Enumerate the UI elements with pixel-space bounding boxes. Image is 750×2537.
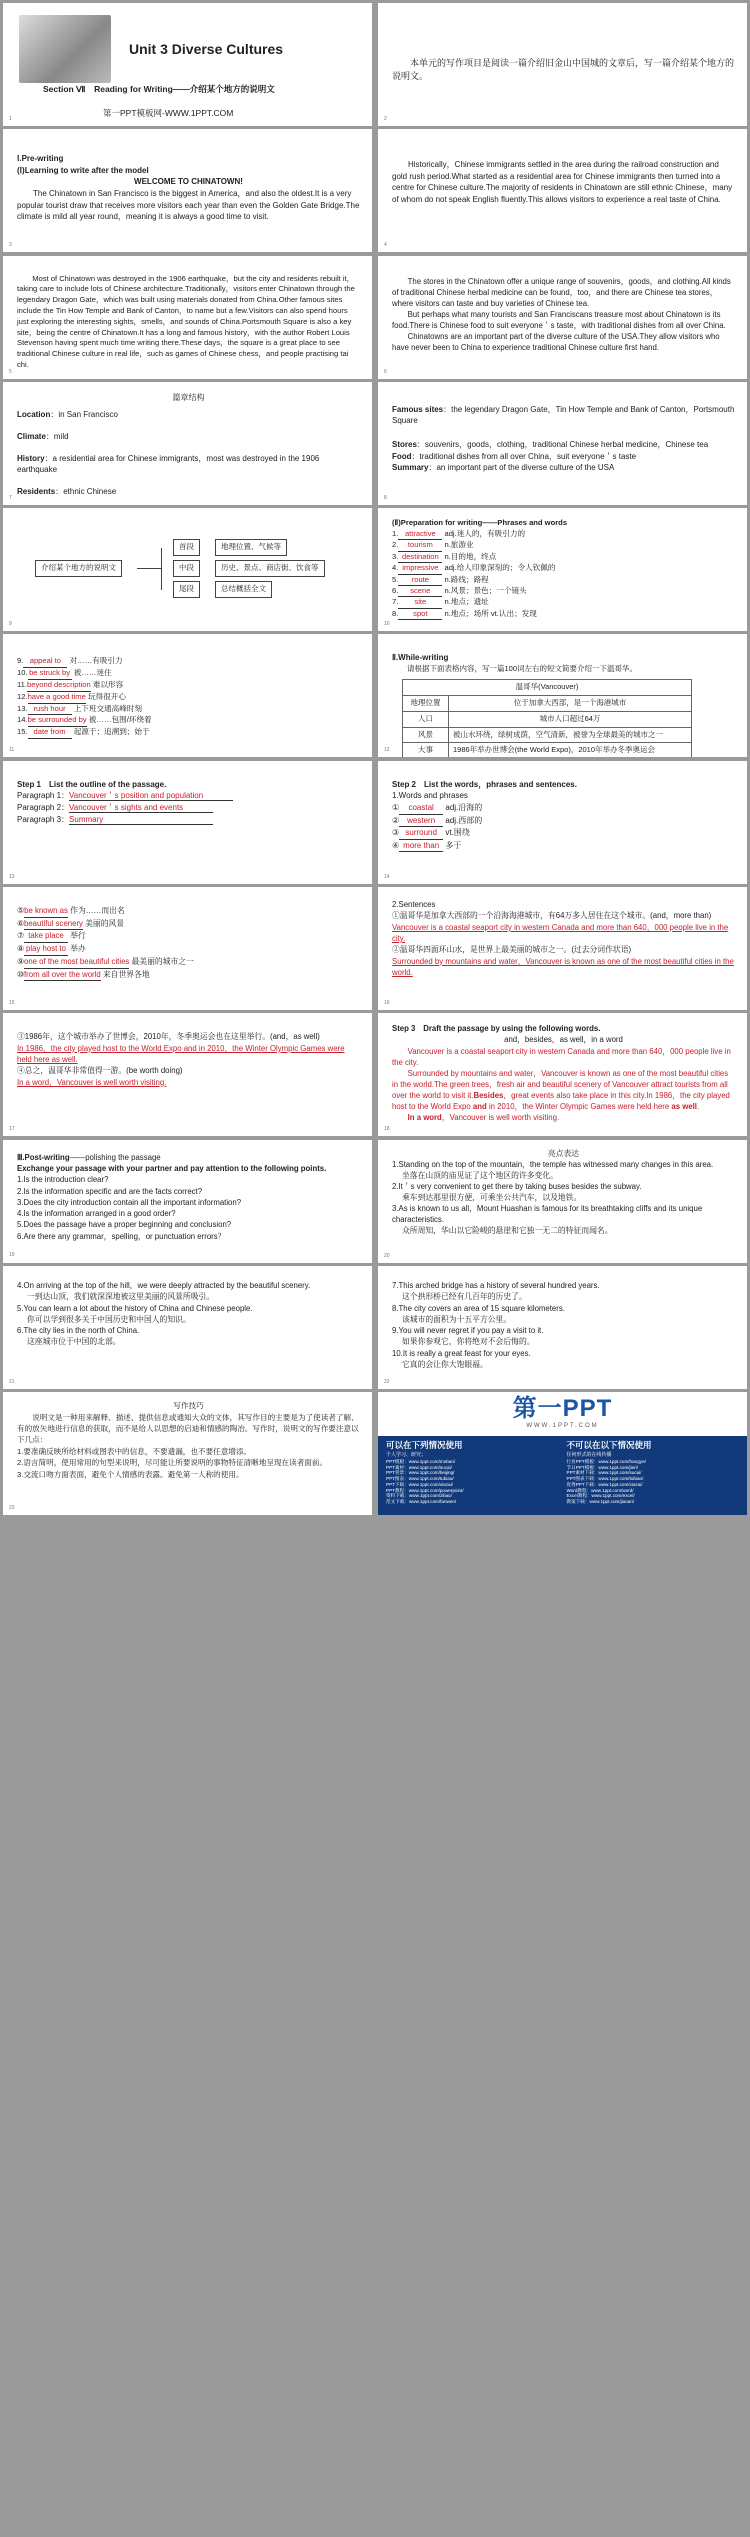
- vocab-item: 12.have a good time 玩得很开心: [17, 692, 360, 704]
- table-cell: 位于加拿大西部，是一个海港城市: [449, 695, 692, 711]
- sentence-prompt: ④总之，温哥华非常值得一游。(be worth doing): [17, 1066, 183, 1076]
- task-instruction: 请根据下面表格内容，写一篇100词左右的短文简要介绍一下温哥华。: [407, 664, 638, 674]
- slide-15[interactable]: ⑤be known as 作为……而出名 ⑥beautiful scenery 美丽的风景 ⑦ take place 举行 ⑧ play host to 举办 ⑨one of the most beautiful cities 最美丽的城市之一 ⑩from all over the world 来自世界各地 15: [3, 887, 372, 1010]
- link-list: [386, 1459, 559, 1505]
- vocab-item: ③ surround vt.围绕: [392, 827, 735, 840]
- passage-paragraph: Most of Chinatown was destroyed in the 1906 earthquake，but the city and residents rebuilt it，taking care to include lots of Chinese architecture.Traditionally，visitors enter Chinatown through the legendary Dragon Gate，which was built using materials donated from China.Other famous sites include the Tin How Temple and Bank of Canton，to name but a few.Visitors can also spend hours just exploring the interesting sights，smells，and sounds of China.Portsmouth Square is also a key site，being the centre of Chinatown.It has a long and famous history，with the author Robert Louis Stevenson having spent much time writing there.These days，the square is a great place to see traditional Chinese culture in real life，such as games of Chinese chess，and people practising tai chi.: [17, 273, 355, 369]
- passage-paragraph: The stores in the Chinatown offer a unique range of souvenirs，goods，and clothing.All kinds of traditional Chinese herbal medicine can be found，too，and there are Chinese tea stores，where visitors can taste and buy varieties of Chinese tea.: [392, 276, 731, 308]
- outline-row: Paragraph 3：Summary: [17, 814, 360, 826]
- word-list: [392, 802, 735, 852]
- slide-21[interactable]: 4.On arriving at the top of the hill，we were deeply attracted by the beautiful scenery. 一到达山顶，我们就深深地被这里美丽的风景所吸引。 5.You can learn a lot about the history of China and Chinese people. 你可以学到很多关于中国历史和中国人的知识。 6.The city lies in the north of China. 这座城市位于中国的北部。 21: [3, 1266, 372, 1389]
- connector: [161, 548, 162, 590]
- link-item: PPT下载：www.1ppt.com/xiazai/: [386, 1481, 453, 1487]
- slide-16[interactable]: 2.Sentences ①温哥华是加拿大西部的一个沿海海港城市，有64万多人居住在这个城市。(and，more than) Vancouver is a coastal seaport city in western Canada and more than 640，000 people live in the city. ②温哥华四面环山水，是世界上最美丽的城市之一。(过去分词作状语) Surrounded by mountains and water，Vancouver is known as one of the most beautiful cities in the world. 16: [378, 887, 747, 1010]
- draft-paragraph: Vancouver is a coastal seaport city in western Canada and more than 640，000 people live in the city.: [392, 1046, 731, 1067]
- link-item: PPT素材下载：www.1ppt.com/sucai/: [566, 1470, 642, 1476]
- content-middle: 历史、景点、商店街、饮食等: [215, 560, 325, 577]
- forbidden-sub: 任何形式的在线传播: [566, 1451, 612, 1458]
- phrase-list: [17, 656, 360, 738]
- slide-11[interactable]: 9. appeal to 对……有吸引力 10. be struck by 被……迷住 11.beyond description 难以形容 12.have a good time 玩得很开心 13. rush hour 上下班交通高峰时刻 14.be surrounded by 被……包围/环绕着 15. date from 起源于；追溯到；始于 11: [3, 634, 372, 757]
- slide-8[interactable]: Famous sites：the legendary Dragon Gate，Tin How Temple and Bank of Canton，Portsmouth Square Stores：souvenirs，goods，clothing，traditional Chinese herbal medicine，Chinese tea Food：traditional dishes from all over China，suit everyone＇s taste Summary：an important part of the diverse culture of the USA 8: [378, 382, 747, 505]
- branch-middle: 中段: [173, 560, 200, 577]
- vocab-item: ④ more than 多于: [392, 840, 735, 853]
- passage-title: WELCOME TO CHINATOWN!: [134, 177, 243, 187]
- brand-text: 第一PPT模板网-WWW.1PPT.COM: [103, 108, 234, 118]
- vocab-item: 13. rush hour 上下班交通高峰时刻: [17, 704, 360, 716]
- draft-paragraph: Surrounded by mountains and water，Vancouver is known as one of the most beautiful cities in the world.The green trees，fresh air and beautiful scenery of Vancouver attract tourists from all over the world to visit it.Besides，great events also take place in this city.In 1986，the city played host to the World Expo and in 2010，the Winter Olympic Games were held here as well.: [392, 1068, 730, 1111]
- draft-paragraph: In a word，Vancouver is well worth visiting.: [407, 1112, 560, 1122]
- cover-image: [19, 15, 111, 83]
- highlight-chinese: 它真的会让你大饱眼福。: [402, 1360, 488, 1370]
- stores-line: Stores：souvenirs，goods，clothing，traditional Chinese herbal medicine，Chinese tea: [392, 440, 709, 450]
- sentences-heading: 2.Sentences: [392, 900, 436, 910]
- highlight-english: 3.As is known to us all，Mount Huashan is famous for its breathtaking cliffs and its unique characteristics.: [392, 1203, 703, 1225]
- outline-row: Paragraph 1：Vancouver＇s position and population: [17, 790, 360, 802]
- branch-first: 首段: [173, 539, 200, 556]
- checklist: [17, 1174, 360, 1242]
- link-item: PPT图表下载：www.1ppt.com/tubiao/: [566, 1476, 644, 1482]
- summary-line: Summary：an important part of the diverse culture of the USA: [392, 463, 615, 473]
- link-item: PPT教程：www.1ppt.com/powerpoint/: [386, 1487, 464, 1493]
- table-cell: 1986年举办世博会(the World Expo)，2010年举办冬季奥运会: [449, 743, 692, 758]
- unit-title: Unit 3 Diverse Cultures: [129, 41, 284, 57]
- sentence-prompt: ①温哥华是加拿大西部的一个沿海海港城市，有64万多人居住在这个城市。(and，more than): [392, 911, 712, 921]
- highlight-list: [392, 1159, 735, 1236]
- slide-14[interactable]: Step 2 List the words，phrases and sentences. 1.Words and phrases ① coastal adj.沿海的 ② western adj.西部的 ③ surround vt.围绕 ④ more than 多于 14: [378, 761, 747, 884]
- forbidden-heading: 不可以在以下情况使用: [566, 1440, 652, 1451]
- checklist-item: 4.Is the information arranged in a good order?: [17, 1209, 176, 1219]
- climate-line: Climate：mild: [17, 432, 69, 442]
- brand-logo: 第一PPT: [512, 1395, 613, 1423]
- location-line: Location：in San Francisco: [17, 410, 118, 420]
- link-item: 优秀PPT下载：www.1ppt.com/xiazai/: [566, 1481, 643, 1487]
- residents-line: Residents：ethnic Chinese: [17, 486, 117, 496]
- highlight-list: [392, 1280, 735, 1370]
- vocab-item: 15. date from 起源于；追溯到；始于: [17, 727, 360, 739]
- vocab-item: 8. spot n.地点；场所 vt.认出；发现: [392, 609, 735, 620]
- vocab-item: 10. be struck by 被……迷住: [17, 668, 360, 680]
- highlight-chinese: 坐落在山顶的庙见证了这个地区的许多变化。: [402, 1170, 558, 1180]
- slide-9[interactable]: 介绍某个地方的说明文 首段 中段 尾段 地理位置、气候等 历史、景点、商店街、饮食等 总结概括全文 9: [3, 508, 372, 631]
- highlight-english: 6.The city lies in the north of China.: [17, 1326, 140, 1336]
- content-last: 总结概括全文: [215, 581, 272, 598]
- link-item: PPT素材：www.1ppt.com/sucai/: [386, 1464, 452, 1470]
- highlight-english: 4.On arriving at the top of the hill，we were deeply attracted by the beautiful scenery.: [17, 1280, 311, 1290]
- checklist-intro: Exchange your passage with your partner and pay attention to the following points.: [17, 1163, 327, 1173]
- vocab-item: 9. appeal to 对……有吸引力: [17, 656, 360, 668]
- highlight-chinese: 如果你参观它，你将绝对不会后悔的。: [402, 1337, 535, 1347]
- skill-tip: 3.交流口吻方面表面，避免个人情感的表露。避免第一人称的使用。: [17, 1469, 244, 1479]
- structure-root: 介绍某个地方的说明文: [35, 560, 122, 577]
- highlight-english: 10.It is really a great feast for your eyes.: [392, 1348, 531, 1358]
- step2-heading: Step 2 List the words，phrases and sentences.: [392, 779, 577, 789]
- highlight-chinese: 你可以学到很多关于中国历史和中国人的知识。: [27, 1314, 191, 1324]
- vocab-item: 14.be surrounded by 被……包围/环绕着: [17, 715, 360, 727]
- link-item: PPT模板：www.1ppt.com/moban/: [386, 1458, 456, 1464]
- highlight-english: 7.This arched bridge has a history of several hundred years.: [392, 1280, 600, 1290]
- vocab-item: 1. attractive adj.迷人的，有吸引力的: [392, 529, 735, 540]
- skills-title: 写作技巧: [173, 1401, 204, 1411]
- highlight-english: 9.You will never regret if you pay a visit to it.: [392, 1326, 544, 1336]
- sentence-prompt: ③1986年，这个城市举办了世博会，2010年，冬季奥运会也在这里举行。(and，as well): [17, 1032, 320, 1042]
- info-band: [378, 1436, 747, 1515]
- vocab-item: 4. impressive adj.给人印象深刻的；令人钦佩的: [392, 563, 735, 574]
- table-cell: 大事: [403, 743, 449, 758]
- step3-heading: Step 3 Draft the passage by using the following words.: [392, 1024, 601, 1034]
- vocab-item: ⑤be known as 作为……而出名: [17, 905, 360, 918]
- link-item: Word教程：www.1ppt.com/word/: [566, 1487, 634, 1493]
- sentence-answer: In a word，Vancouver is well worth visiting.: [17, 1077, 167, 1087]
- vocab-item: ⑥beautiful scenery 美丽的风景: [17, 918, 360, 931]
- vocab-item: 5. route n.路线；路程: [392, 575, 735, 586]
- slide-3[interactable]: Ⅰ.Pre-writing (Ⅰ)Learning to write after the model WELCOME TO CHINATOWN! The Chinatown in San Francisco is the biggest in America，and also the oldest.It is a very popular tourist draw that receives more visitors each year than even the Golden Gate Bridge.The climate is mild all year round，meaning it is always a good time to visit. 3: [3, 129, 372, 252]
- skill-tip: 1.要准确反映所给材料或图表中的信息，不要遗漏，也不要任意增添。: [17, 1446, 252, 1456]
- brand-site: WWW.1PPT.COM: [526, 1423, 599, 1430]
- structure-title: 篇章结构: [172, 392, 205, 402]
- skill-tip: 2.语言简明，使用常用的句型来说明，尽可能让所要说明的事物特征清晰地呈现在读者面前。: [17, 1458, 328, 1468]
- link-item: Excel教程：www.1ppt.com/excel/: [566, 1493, 635, 1499]
- intro-text: 本单元的写作项目是阅读一篇介绍旧金山中国城的文章后，写一篇介绍某个地方的说明文。: [392, 58, 735, 82]
- vocab-item: 11.beyond description 难以形容: [17, 680, 360, 692]
- highlight-english: 8.The city covers an area of 15 square kilometers.: [392, 1303, 565, 1313]
- history-line: History：a residential area for Chinese immigrants，most was destroyed in the 1906 earthquake: [17, 453, 320, 475]
- table-cell: 人口: [403, 711, 449, 727]
- phrase-list: [17, 905, 360, 981]
- logo-band: [378, 1392, 747, 1436]
- slide-12[interactable]: Ⅱ.While-writing 请根据下面表格内容，写一篇100词左右的短文简要介绍一下温哥华。 温哥华(Vancouver) 地理位置 位于加拿大西部，是一个海港城市 人口 城市人口超过64万 风景 被山水环绕，绿树成荫，空气清新，被誉为全球最美的城市之一 大事 1986年举办世博会(the World Expo)，2010年举办冬季奥运会 12: [378, 634, 747, 757]
- link-item: 资料下载：www.1ppt.com/ziliao/: [386, 1493, 452, 1499]
- checklist-item: 3.Does the city introduction contain all the important information?: [17, 1197, 242, 1207]
- slide-20[interactable]: 亮点表达 1.Standing on the top of the mountain，the temple has witnessed many changes in this area. 坐落在山顶的庙见证了这个地区的许多变化。 2.It＇s very convenient to get there by taking buses besides the subway. 乘车到达那里很方便，可乘坐公共汽车，以及地铁。 3.As is known to us all，Mount Huashan is famous for its breathtaking cliffs and its unique characteristics. 众所周知，华山以它险峻的悬崖和它独一无二的特征而闻名。 20: [378, 1140, 747, 1263]
- checklist-item: 6.Are there any grammar，spelling，or punctuation errors？: [17, 1231, 226, 1241]
- highlight-chinese: 这座城市位于中国的北部。: [27, 1337, 121, 1347]
- slide-6[interactable]: The stores in the Chinatown offer a unique range of souvenirs，goods，and clothing.All kinds of traditional Chinese herbal medicine can be found，too，and there are Chinese tea stores，where visitors can taste and buy varieties of Chinese tea. But perhaps what many tourists and San Franciscans treasure most about Chinatown is its food.There is Chinese food to suit everyone＇s taste，with traditional dishes from all over China. Chinatowns are an important part of the diverse culture of the USA.They allow visitors who have never been to China to experience traditional Chinese culture first hand. 6: [378, 256, 747, 379]
- sentence-answer: Vancouver is a coastal seaport city in western Canada and more than 640，000 people live in the city.: [392, 922, 729, 943]
- slide-2[interactable]: 本单元的写作项目是阅读一篇介绍旧金山中国城的文章后，写一篇介绍某个地方的说明文。 2: [378, 3, 747, 126]
- branch-last: 尾段: [173, 581, 200, 598]
- slide-1[interactable]: Unit 3 Diverse Cultures Section Ⅶ Reading for Writing——介绍某个地方的说明文 第一PPT模板网-WWW.1PPT.COM 1: [3, 3, 372, 126]
- connector: [137, 568, 161, 569]
- highlight-english: 5.You can learn a lot about the history of China and Chinese people.: [17, 1303, 253, 1313]
- highlight-chinese: 众所周知，华山以它险峻的悬崖和它独一无二的特征而闻名。: [402, 1226, 613, 1236]
- highlight-english: 2.It＇s very convenient to get there by taking buses besides the subway.: [392, 1181, 642, 1191]
- link-item: 教案下载：www.1ppt.com/jiaoan/: [566, 1498, 635, 1504]
- sentence-prompt: ②温哥华四面环山水，是世界上最美丽的城市之一。(过去分词作状语): [392, 945, 632, 955]
- vocab-item: 6. scene n.风景；景色；一个镜头: [392, 586, 735, 597]
- highlight-list: [17, 1280, 360, 1348]
- checklist-item: 2.Is the information specific and are the facts correct?: [17, 1186, 203, 1196]
- link-item: 范文下载：www.1ppt.com/fanwen/: [386, 1498, 457, 1504]
- post-writing-heading: Ⅲ.Post-writing——polishing the passage: [17, 1152, 161, 1162]
- slide-grid: [3, 3, 747, 1515]
- slide-4[interactable]: Historically，Chinese immigrants settled in the area during the railroad construction and gold rush period.What started as a residential area for Chinese immigrants then turned into a centre for Chinese culture.The majority of residents in Chinatown are still ethnic Chinese，many of whom do not speak English fluently.This allows visitors to experience a real taste of China. 4: [378, 129, 747, 252]
- slide-17[interactable]: ③1986年，这个城市举办了世博会，2010年，冬季奥运会也在这里举行。(and，as well) In 1986，the city played host to the World Expo and in 2010，the Winter Olympic Games were held here as well. ④总之，温哥华非常值得一游。(be worth doing) In a word，Vancouver is well worth visiting. 17: [3, 1013, 372, 1136]
- link-item: 行业PPT模板：www.1ppt.com/hangye/: [566, 1458, 646, 1464]
- section-title: Section Ⅶ Reading for Writing——介绍某个地方的说明文: [43, 84, 275, 94]
- words-subheading: 1.Words and phrases: [392, 791, 468, 801]
- sentence-answer: In 1986，the city played host to the World Expo and in 2010，the Winter Olympic Games were held here as well.: [17, 1043, 345, 1064]
- table-header: 温哥华(Vancouver): [403, 679, 692, 695]
- highlight-chinese: 这个拱形桥已经有几百年的历史了。: [402, 1292, 527, 1302]
- table-cell: 风景: [403, 727, 449, 743]
- word-list: [392, 529, 735, 621]
- passage-paragraph: But perhaps what many tourists and San Franciscans treasure most about Chinatown is its food.There is Chinese food to suit everyone＇s taste，with traditional dishes from all over China.: [392, 309, 726, 330]
- table-cell: 地理位置: [403, 695, 449, 711]
- highlight-chinese: 乘车到达那里很方便，可乘坐公共汽车，以及地铁。: [402, 1192, 582, 1202]
- vocab-item: 3. destination n.目的地，终点: [392, 552, 735, 563]
- link-item: 节日PPT模板：www.1ppt.com/jieri/: [566, 1464, 638, 1470]
- highlight-english: 1.Standing on the top of the mountain，the temple has witnessed many changes in this area.: [392, 1159, 714, 1169]
- table-cell: 城市人口超过64万: [449, 711, 692, 727]
- vocab-item: ⑦ take place 举行: [17, 930, 360, 943]
- info-table: [402, 679, 692, 758]
- content-first: 地理位置、气候等: [215, 539, 287, 556]
- highlight-chinese: 该城市的面积为十五平方公里。: [402, 1314, 512, 1324]
- link-item: PPT图表：www.1ppt.com/tubiao/: [386, 1476, 454, 1482]
- linking-words: and，besides，as well，in a word: [504, 1035, 623, 1045]
- outline-row: Paragraph 2：Vancouver＇s sights and events: [17, 802, 360, 814]
- table-cell: 被山水环绕，绿树成荫，空气清新，被誉为全球最美的城市之一: [449, 727, 692, 743]
- passage-paragraph: The Chinatown in San Francisco is the biggest in America，and also the oldest.It is a very popular tourist draw that receives more visitors each year than even the Golden Gate Bridge.The climate is mild all year round，meaning it is always a good time to visit.: [17, 189, 360, 222]
- model-heading: (Ⅰ)Learning to write after the model: [17, 165, 149, 175]
- pre-writing-heading: Ⅰ.Pre-writing: [17, 154, 64, 164]
- slide-24[interactable]: [378, 1392, 747, 1515]
- checklist-item: 1.Is the introduction clear?: [17, 1175, 109, 1185]
- skills-intro: 说明文是一种用来解释、描述、提供信息或通知大众的文体，其写作目的主要是为了使读者了解、有的放矢地进行信息的获取，而不是给人以思想的启迪和情感的陶冶。写作时，说明文的写作要注意以下几点：: [17, 1412, 359, 1445]
- link-item: PPT背景：www.1ppt.com/beijing/: [386, 1470, 455, 1476]
- vocab-item: 2. tourism n.旅游业: [392, 540, 735, 551]
- slide-19[interactable]: Ⅲ.Post-writing——polishing the passage Exchange your passage with your partner and pay attention to the following points. 1.Is the introduction clear? 2.Is the information specific and are the facts correct? 3.Does the city introduction contain all the important information? 4.Is the information arranged in a good order? 5.Does the passage have a proper beginning and conclusion? 6.Are there any grammar，spelling，or punctuation errors？ 19: [3, 1140, 372, 1263]
- vocab-item: ⑨one of the most beautiful cities 最美丽的城市之一: [17, 956, 360, 969]
- while-writing-heading: Ⅱ.While-writing: [392, 653, 449, 663]
- checklist-item: 5.Does the passage have a proper beginning and conclusion?: [17, 1220, 232, 1230]
- vocab-item: ⑧ play host to 举办: [17, 943, 360, 956]
- slide-22[interactable]: 7.This arched bridge has a history of several hundred years. 这个拱形桥已经有几百年的历史了。 8.The city covers an area of 15 square kilometers. 该城市的面积为十五平方公里。 9.You will never regret if you pay a visit to it. 如果你参观它，你将绝对不会后悔的。 10.It is really a great feast for your eyes. 它真的会让你大饱眼福。 22: [378, 1266, 747, 1389]
- link-list: [567, 1459, 740, 1505]
- slide-5[interactable]: Most of Chinatown was destroyed in the 1906 earthquake，but the city and residents rebuilt it，taking care to include lots of Chinese architecture.Traditionally，visitors enter Chinatown through the legendary Dragon Gate，which was built using materials donated from China.Other famous sites include the Tin How Temple and Bank of Canton，to name but a few.Visitors can also spend hours just exploring the interesting sights，smells，and sounds of China.Portsmouth Square is also a key site，being the centre of Chinatown.It has a long and famous history，with the author Robert Louis Stevenson having spent much time writing there.These days，the square is a great place to see traditional Chinese culture in real life，such as games of Chinese chess，and people practising tai chi. 5: [3, 256, 372, 379]
- step1-heading: Step 1 List the outline of the passage.: [17, 779, 167, 789]
- vocab-item: ① coastal adj.沿海的: [392, 802, 735, 815]
- sentence-answer: Surrounded by mountains and water，Vancouver is known as one of the most beautiful cities in the world.: [392, 956, 734, 977]
- slide-10[interactable]: (Ⅱ)Preparation for writing——Phrases and words 1. attractive adj.迷人的，有吸引力的 2. tourism n.旅游业 3. destination n.目的地，终点 4. impressive adj.给人印象深刻的；令人钦佩的 5. route n.路线；路程 6. scene n.风景；景色；一个镜头 7. site n.地点；遗址 8. spot n.地点；场所 vt.认出；发现 10: [378, 508, 747, 631]
- vocab-item: ② western adj.西部的: [392, 815, 735, 828]
- slide-23[interactable]: 写作技巧 说明文是一种用来解释、描述、提供信息或通知大众的文体，其写作目的主要是为了使读者了解、有的放矢地进行信息的获取，而不是给人以思想的启迪和情感的陶冶。写作时，说明文的写作要注意以下几点： 1.要准确反映所给材料或图表中的信息，不要遗漏，也不要任意增添。 2.语言简明，使用常用的句型来说明，尽可能让所要说明的事物特征清晰地呈现在读者面前。 3.交流口吻方面表面，避免个人情感的表露。避免第一人称的使用。 23: [3, 1392, 372, 1515]
- slide-18[interactable]: Step 3 Draft the passage by using the following words. and，besides，as well，in a word Vancouver is a coastal seaport city in western Canada and more than 640，000 people live in the city. Surrounded by mountains and water，Vancouver is known as one of the most beautiful cities in the world.The green trees，fresh air and beautiful scenery of Vancouver attract tourists from all over the world to visit it.Besides，great events also take place in this city.In 1986，the city played host to the World Expo and in 2010，the Winter Olympic Games were held here as well. In a word，Vancouver is well worth visiting. 18: [378, 1013, 747, 1136]
- highlight-title: 亮点表达: [547, 1148, 580, 1158]
- highlight-chinese: 一到达山顶，我们就深深地被这里美丽的风景所吸引。: [27, 1292, 215, 1302]
- slide-13[interactable]: Step 1 List the outline of the passage. Paragraph 1：Vancouver＇s position and population Paragraph 2：Vancouver＇s sights and events Paragraph 3：Summary 13: [3, 761, 372, 884]
- sites-line: Famous sites：the legendary Dragon Gate，Tin How Temple and Bank of Canton，Portsmouth Square: [392, 404, 735, 426]
- allowed-sub: 个人学习、研究；: [386, 1451, 427, 1458]
- slide-7[interactable]: 篇章结构 Location：in San Francisco Climate：mild History：a residential area for Chinese immigrants，most was destroyed in the 1906 earthquake Residents：ethnic Chinese 7: [3, 382, 372, 505]
- vocab-item: ⑩from all over the world 来自世界各地: [17, 969, 360, 982]
- preparation-heading: (Ⅱ)Preparation for writing——Phrases and words: [392, 518, 568, 528]
- passage-paragraph: Historically，Chinese immigrants settled in the area during the railroad construction and gold rush period.What started as a residential area for Chinese immigrants then turned into a centre for Chinese culture.The majority of residents in Chinatown are still ethnic Chinese，many of whom do not speak English fluently.This allows visitors to experience a real taste of China.: [392, 160, 733, 205]
- passage-paragraph: Chinatowns are an important part of the diverse culture of the USA.They allow visitors who have never been to China to experience traditional Chinese culture first hand.: [392, 331, 720, 352]
- food-line: Food：traditional dishes from all over China，suit everyone＇s taste: [392, 451, 637, 461]
- allowed-heading: 可以在下列情况使用: [386, 1440, 463, 1451]
- vocab-item: 7. site n.地点；遗址: [392, 597, 735, 608]
